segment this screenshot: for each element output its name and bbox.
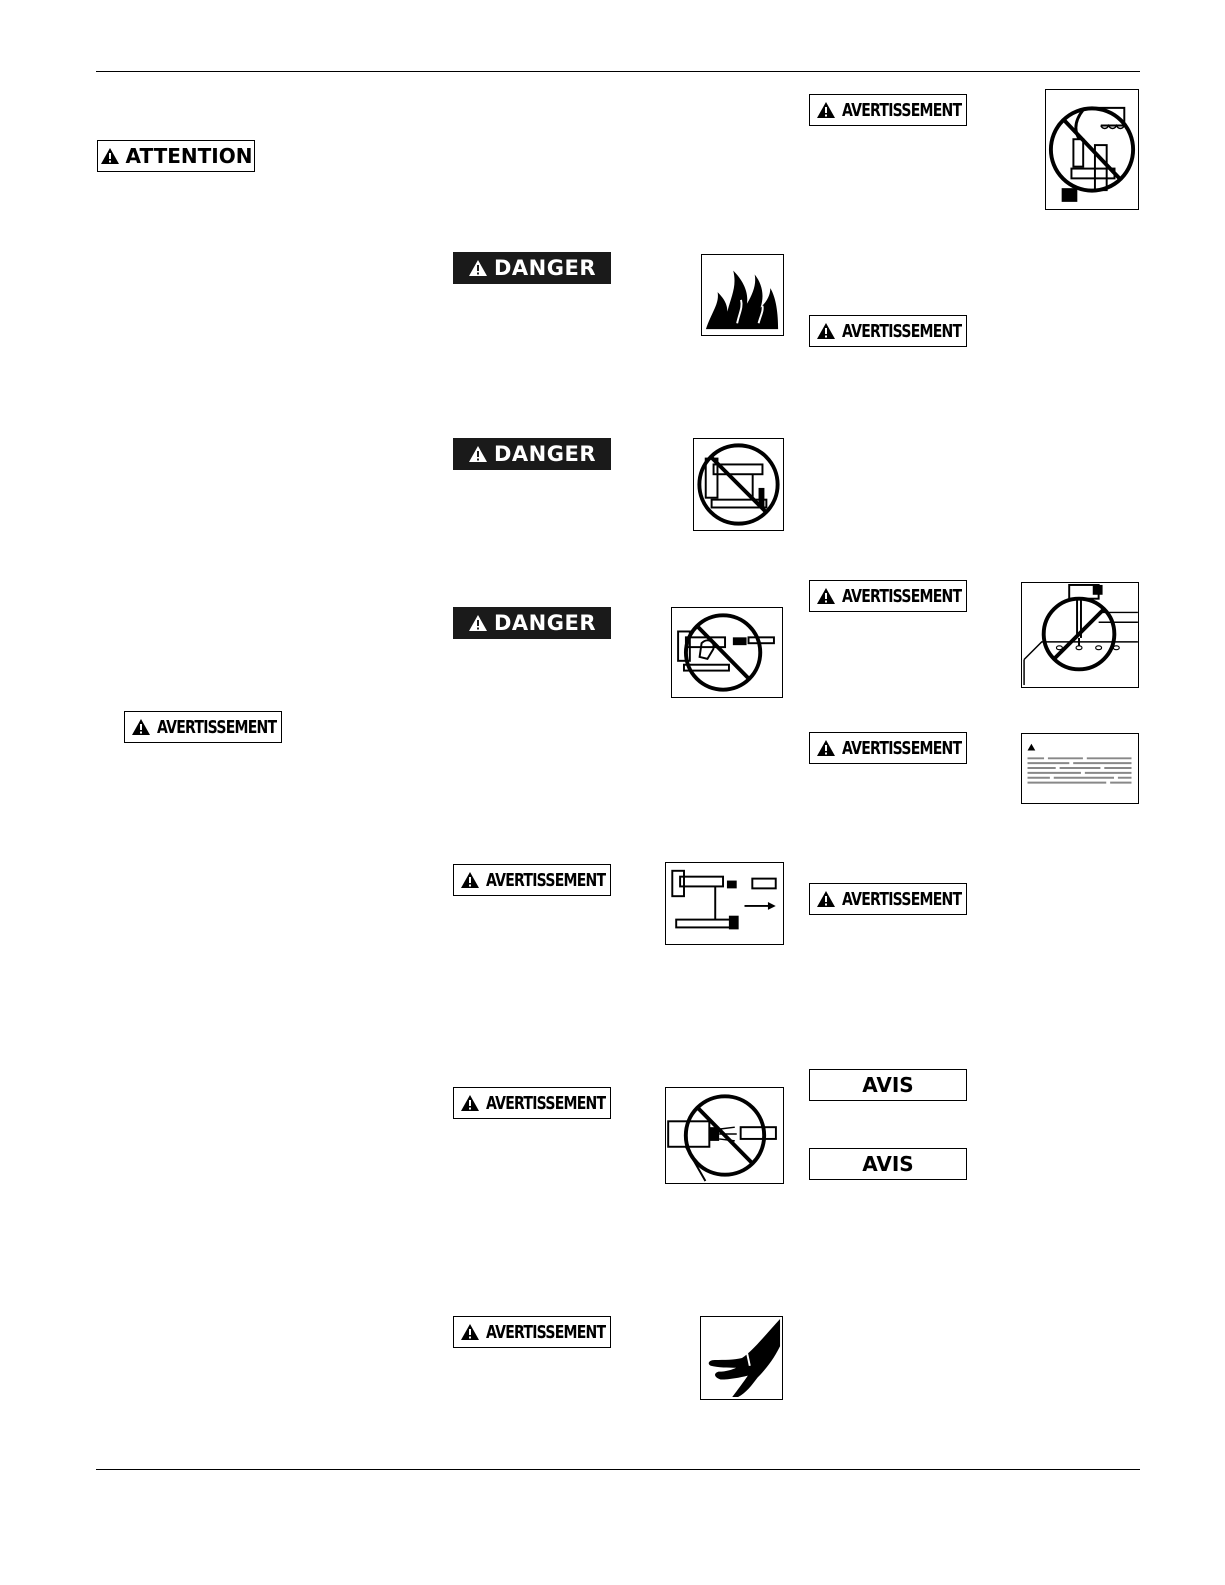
- avertissement-signal: AVERTISSEMENT: [809, 94, 967, 126]
- avertissement-signal: AVERTISSEMENT: [453, 864, 611, 896]
- prohibited-carry-icon: [1045, 89, 1139, 210]
- warning-triangle-icon: [816, 101, 836, 119]
- avis-signal: AVIS: [809, 1069, 967, 1101]
- hand-injury-icon: [700, 1316, 783, 1400]
- avertissement-signal: AVERTISSEMENT: [124, 711, 282, 743]
- avertissement-signal: AVERTISSEMENT: [809, 315, 967, 347]
- prohibited-hose-icon: [665, 1087, 784, 1184]
- warning-triangle-icon: [460, 871, 480, 889]
- warning-triangle-icon: [468, 445, 488, 463]
- warning-triangle-icon: [816, 587, 836, 605]
- fire-icon: [701, 254, 784, 336]
- warning-triangle-icon: [460, 1094, 480, 1112]
- danger-signal: DANGER: [453, 607, 611, 639]
- warning-triangle-icon: [816, 890, 836, 908]
- avertissement-signal: AVERTISSEMENT: [453, 1087, 611, 1119]
- warning-triangle-icon: [100, 147, 120, 165]
- warning-triangle-icon: [468, 259, 488, 277]
- prohibited-trigger-icon: [671, 607, 783, 698]
- header-rule: [96, 71, 1140, 72]
- attention-signal: ATTENTION: [97, 140, 255, 172]
- avis-signal: AVIS: [809, 1148, 967, 1180]
- warning-triangle-icon: [460, 1323, 480, 1341]
- prohibited-surface-icon: [1021, 582, 1139, 688]
- warning-triangle-icon: [468, 614, 488, 632]
- warning-triangle-icon: [816, 739, 836, 757]
- avertissement-signal: AVERTISSEMENT: [809, 580, 967, 612]
- footer-rule: [96, 1469, 1140, 1470]
- prohibited-tool-icon: [693, 438, 784, 531]
- warning-triangle-icon: [131, 718, 151, 736]
- danger-signal: DANGER: [453, 252, 611, 284]
- warning-triangle-icon: [816, 322, 836, 340]
- avertissement-signal: AVERTISSEMENT: [453, 1316, 611, 1348]
- danger-signal: DANGER: [453, 438, 611, 470]
- disconnect-air-icon: [665, 862, 784, 945]
- avertissement-signal: AVERTISSEMENT: [809, 732, 967, 764]
- warning-label-icon: [1021, 733, 1139, 804]
- avertissement-signal: AVERTISSEMENT: [809, 883, 967, 915]
